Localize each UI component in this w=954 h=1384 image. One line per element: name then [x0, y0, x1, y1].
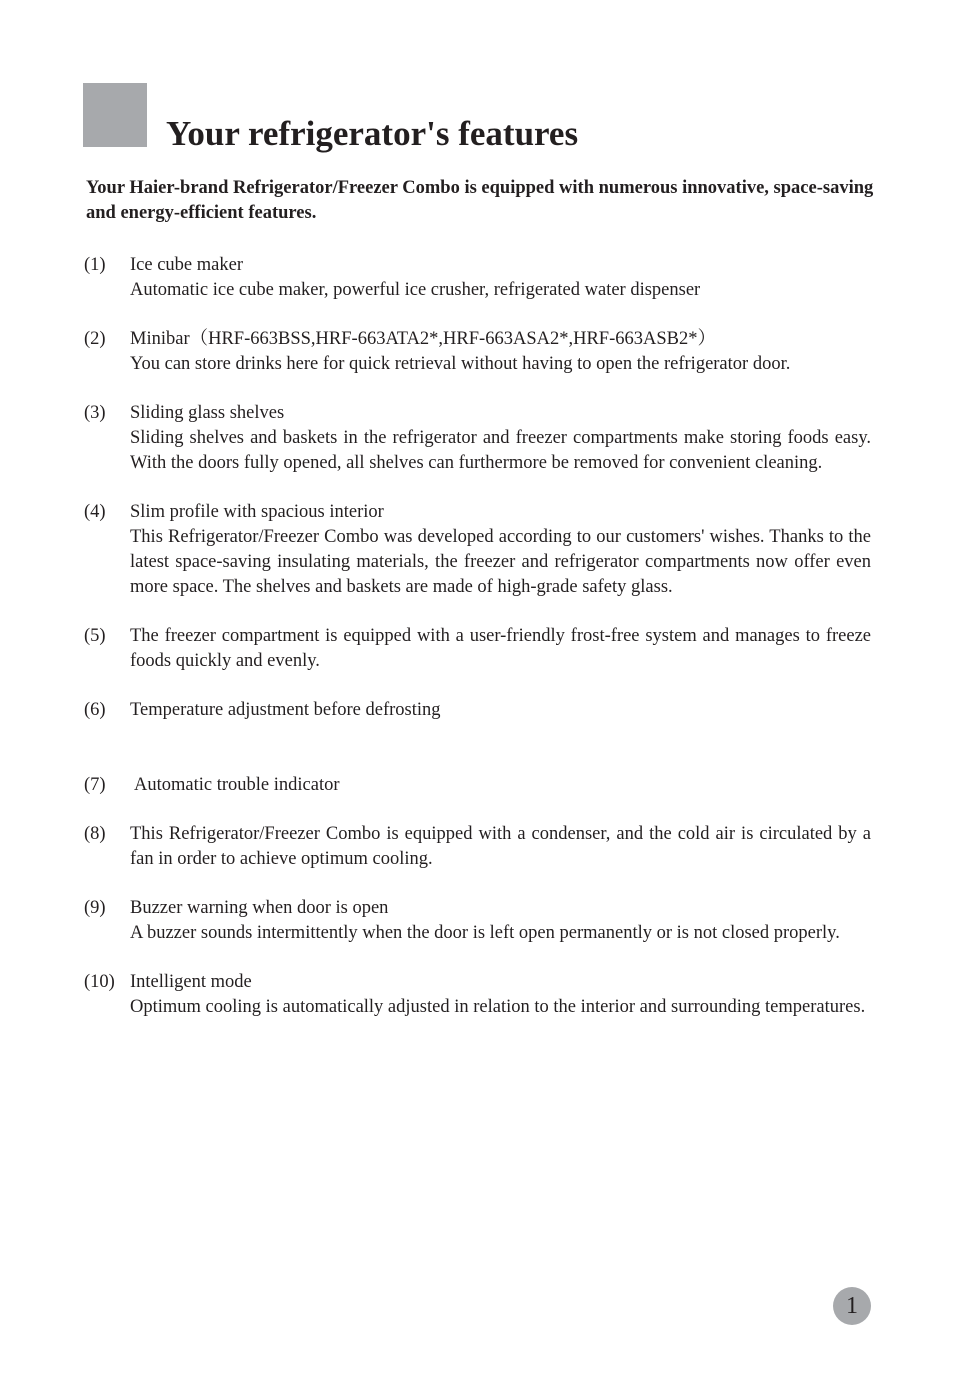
feature-heading: The freezer compartment is equipped with a user-friendly frost-free system and manages to freeze foods quickly and evenly. — [130, 626, 871, 671]
feature-item-condenser — [84, 822, 871, 872]
feature-item-sliding-glass-shelves — [84, 401, 871, 476]
page-number-badge: 1 — [833, 1287, 871, 1325]
feature-number: (2) — [84, 329, 106, 349]
feature-heading: Intelligent mode — [130, 972, 252, 992]
feature-item-slim-profile — [84, 500, 871, 600]
feature-description: Optimum cooling is automatically adjusted in relation to the interior and surrounding temperatures. — [130, 997, 866, 1017]
feature-description: A buzzer sounds intermittently when the door is left open permanently or is not closed properly. — [130, 923, 840, 943]
feature-description: You can store drinks here for quick retrieval without having to open the refrigerator door. — [130, 354, 791, 374]
feature-item-intelligent-mode — [84, 970, 871, 1020]
feature-description: Automatic ice cube maker, powerful ice crusher, refrigerated water dispenser — [130, 280, 701, 300]
feature-description: This Refrigerator/Freezer Combo was developed according to our customers' wishes. Thanks to the latest space-saving insulating materials, the freezer and refrigerator compartments now offer even more space. The shelves and baskets are made of high-grade safety glass. — [130, 527, 871, 597]
feature-number: (7) — [84, 775, 106, 795]
feature-heading: Slim profile with spacious interior — [130, 502, 384, 522]
title-accent-block — [83, 83, 147, 147]
feature-number: (5) — [84, 626, 106, 646]
feature-item-frost-free — [84, 624, 871, 674]
feature-item-ice-cube-maker — [84, 253, 871, 303]
feature-heading: This Refrigerator/Freezer Combo is equipped with a condenser, and the cold air is circulated by a fan in order to achieve optimum cooling. — [130, 824, 871, 869]
feature-heading: Minibar（HRF-663BSS,HRF-663ATA2*,HRF-663ASA2*,HRF-663ASB2*） — [130, 329, 716, 349]
feature-description: Sliding shelves and baskets in the refrigerator and freezer compartments make storing foods easy. With the doors fully opened, all shelves can furthermore be removed for convenient cleaning. — [130, 428, 871, 473]
feature-number: (4) — [84, 502, 106, 522]
intro-paragraph: Your Haier-brand Refrigerator/Freezer Combo is equipped with numerous innovative, space-saving and energy-efficient features. — [86, 178, 874, 223]
feature-number: (10) — [84, 972, 115, 992]
feature-heading: Temperature adjustment before defrosting — [130, 700, 441, 720]
feature-number: (1) — [84, 255, 106, 275]
feature-item-minibar — [84, 327, 871, 377]
feature-list — [84, 253, 871, 1044]
feature-number: (6) — [84, 700, 106, 720]
feature-heading: Buzzer warning when door is open — [130, 898, 389, 918]
feature-heading: Ice cube maker — [130, 255, 243, 275]
feature-number: (9) — [84, 898, 106, 918]
feature-item-temperature-adjustment — [84, 698, 871, 723]
feature-number: (8) — [84, 824, 106, 844]
feature-heading: Automatic trouble indicator — [134, 775, 340, 795]
feature-item-trouble-indicator — [84, 773, 871, 798]
feature-heading: Sliding glass shelves — [130, 403, 285, 423]
feature-number: (3) — [84, 403, 106, 423]
page-title: Your refrigerator's features — [166, 114, 579, 153]
feature-item-buzzer-warning — [84, 896, 871, 946]
